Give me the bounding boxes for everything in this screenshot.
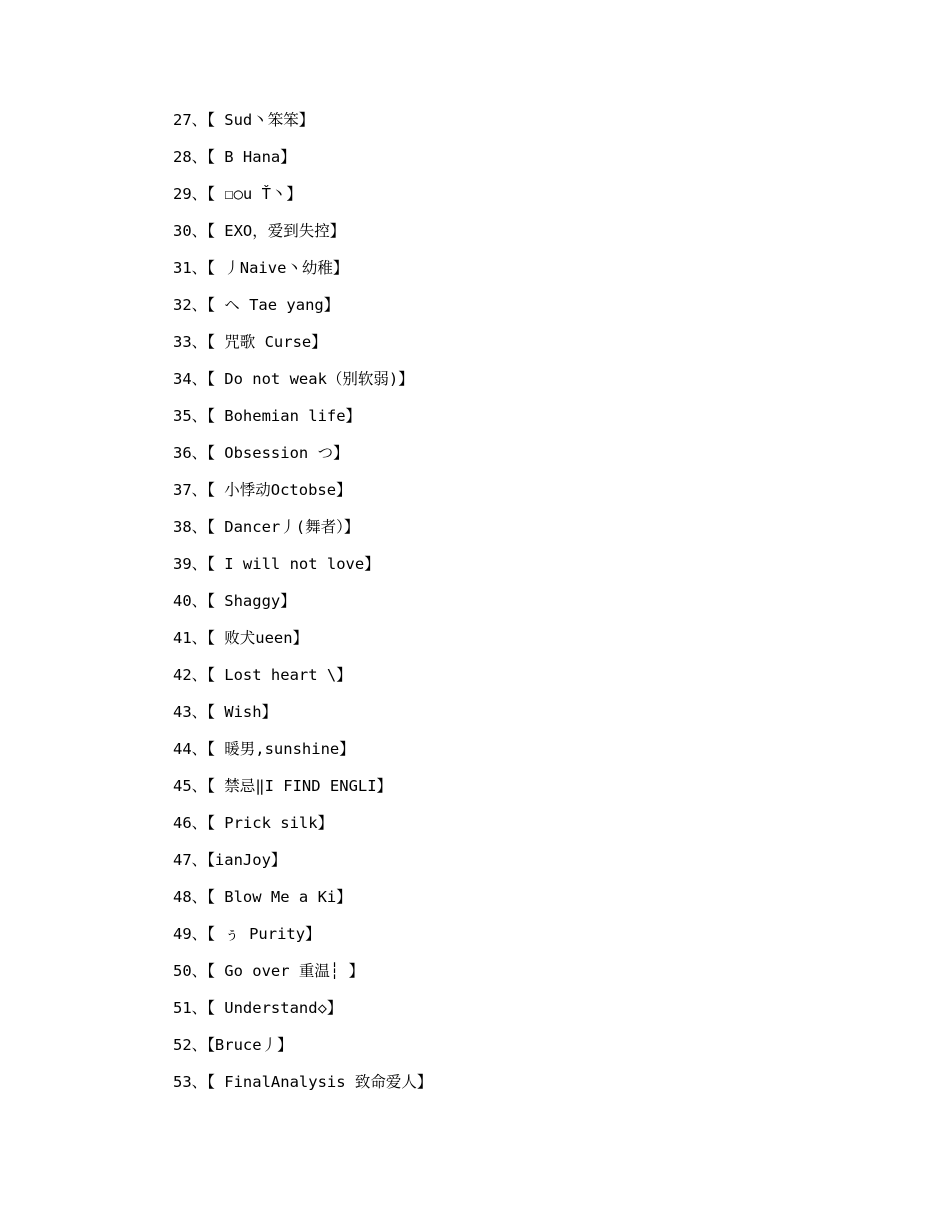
list-item: 46、【 Prick silk】: [173, 814, 334, 832]
list-item: 48、【 Blow Me a Ki】: [173, 888, 352, 906]
list-item: 28、【 B Hana】: [173, 148, 296, 166]
list-item: 36、【 Obsession つ】: [173, 444, 349, 462]
list-item: 39、【 I will not love】: [173, 555, 380, 573]
list-item: 31、【 丿Naive丶幼稚】: [173, 259, 349, 277]
list-item: 45、【 禁忌‖I FIND ENGLI】: [173, 777, 393, 795]
list-item: 41、【 败犬ueen】: [173, 629, 309, 647]
list-item: 33、【 咒歌 Curse】: [173, 333, 327, 351]
list-item: 38、【 Dancer丿(舞者）】: [173, 518, 360, 536]
list-item: 50、【 Go over 重温┆ 】: [173, 962, 365, 980]
list-item: 52、【Bruce丿】: [173, 1036, 293, 1054]
list-item: 29、【 ☐○u Ť丶】: [173, 185, 302, 203]
list-item: 51、【 Understand◇】: [173, 999, 343, 1017]
list-item: 47、【ianJoy】: [173, 851, 287, 869]
list-item: 53、【 FinalAnalysis 致命爱人】: [173, 1073, 433, 1091]
list-item: 40、【 Shaggy】: [173, 592, 296, 610]
list-item: 43、【 Wish】: [173, 703, 278, 721]
list-item: 37、【 小悸动Octobse】: [173, 481, 352, 499]
list-item: 49、【 ぅ Purity】: [173, 925, 321, 943]
list-item: 27、【 Sud丶笨笨】: [173, 111, 315, 129]
list-item: 44、【 暖男,sunshine】: [173, 740, 355, 758]
list-item: 32、【 ヘ Tae yang】: [173, 296, 340, 314]
name-list: [173, 110, 432, 1109]
list-item: 34、【 Do not weak（别软弱)】: [173, 370, 414, 388]
list-item: 35、【 Bohemian life】: [173, 407, 362, 425]
list-item: 30、【 EXO，爱到失控】: [173, 222, 346, 240]
list-item: 42、【 Lost heart \】: [173, 666, 352, 684]
